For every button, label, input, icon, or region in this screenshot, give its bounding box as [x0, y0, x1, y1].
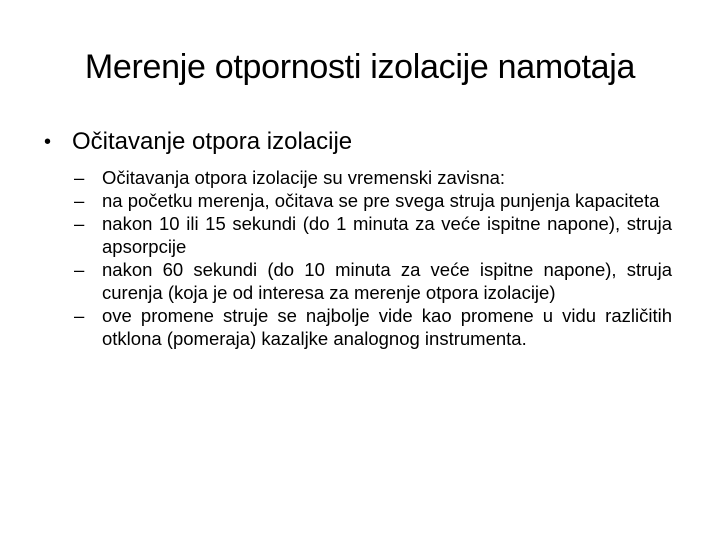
dash-marker: –	[74, 167, 85, 188]
slide-title: Merenje otpornosti izolacije namotaja	[84, 48, 636, 86]
sub-bullet-item	[74, 304, 672, 350]
bullet-marker: •	[44, 131, 52, 153]
sub-bullet-list	[74, 166, 672, 350]
sub-bullet-text: nakon 60 sekundi (do 10 minuta za veće ispitne napone), struja curenja (koja je od interesa za merenje otpora izolacije)	[102, 259, 672, 303]
dash-marker: –	[74, 259, 85, 280]
sub-bullet-text: Očitavanja otpora izolacije su vremenski zavisna:	[102, 167, 506, 188]
sub-bullet-item	[74, 166, 672, 189]
dash-marker: –	[74, 190, 85, 211]
sub-bullet-item	[74, 258, 672, 304]
sub-bullet-text: nakon 10 ili 15 sekundi (do 1 minuta za veće ispitne napone), struja apsorpcije	[102, 213, 672, 257]
sub-bullet-text: na početku merenja, očitava se pre svega struja punjenja kapaciteta	[102, 190, 660, 211]
sub-bullet-item	[74, 212, 672, 258]
dash-marker: –	[74, 213, 85, 234]
main-bullet-text: Očitavanje otpora izolacije	[72, 128, 353, 155]
dash-marker: –	[74, 305, 85, 326]
sub-bullet-item	[74, 189, 672, 212]
sub-bullet-text: ove promene struje se najbolje vide kao promene u vidu različitih otklona (pomeraja) kazaljke analognog instrumenta.	[102, 305, 672, 349]
